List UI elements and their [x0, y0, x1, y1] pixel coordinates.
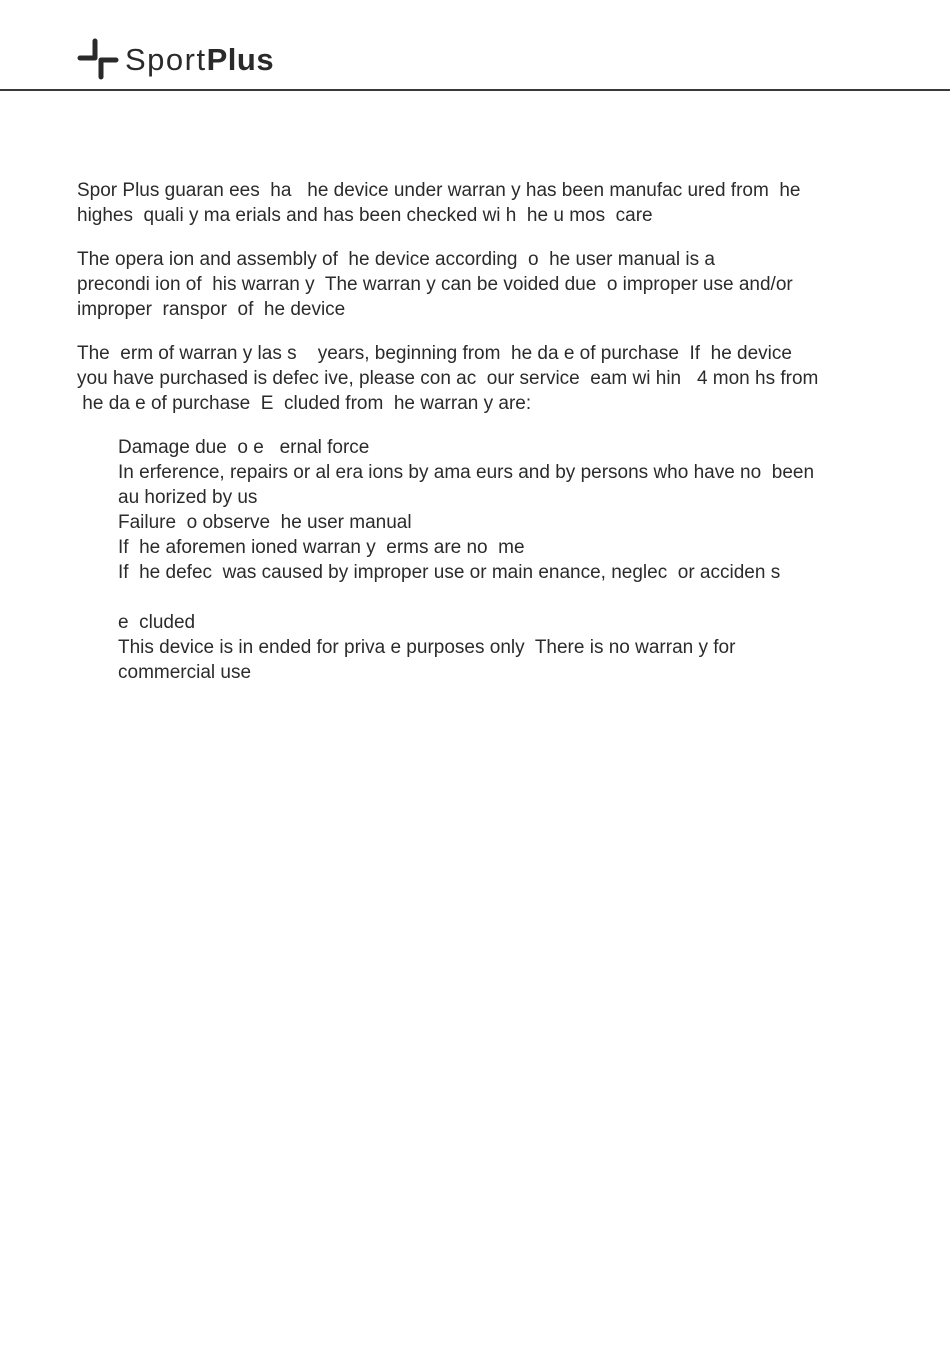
note-item: e cluded: [118, 612, 196, 633]
exclusions-list: [77, 435, 877, 685]
exclusion-item: Damage due o e ernal force: [118, 437, 370, 458]
exclusion-item: If he aforemen ioned warran y erms are no me: [118, 537, 525, 558]
note-item: This device is in ended for priva e purposes only There is no warran y for commercial use: [118, 637, 736, 683]
sportplus-cross-logo-icon: [77, 38, 119, 80]
brand-logo: [77, 38, 274, 80]
page-header: [0, 0, 950, 91]
brand-wordmark-bold: Plus: [206, 41, 275, 77]
exclusion-item: Failure o observe he user manual: [118, 512, 412, 533]
exclusion-item: If he defec was caused by improper use or main enance, neglec or acciden s: [118, 562, 781, 583]
warranty-paragraph-operation: The opera ion and assembly of he device according o he user manual is a precondi ion of his warran y The warran y can be voided due o improper use and/or improper ranspor of he device: [77, 249, 793, 320]
brand-wordmark-light: Sport: [125, 41, 207, 77]
exclusion-item: In erference, repairs or al era ions by ama eurs and by persons who have no been au horized by us: [118, 462, 815, 508]
brand-wordmark: [125, 41, 275, 77]
warranty-content: [77, 178, 877, 685]
warranty-paragraph-term: The erm of warran y las s years, beginning from he da e of purchase If he device you have purchased is defec ive, please con ac our service eam wi hin 4 mon hs from he da e of purchase E cluded from he warran y are:: [77, 343, 819, 414]
warranty-paragraph-guarantee: Spor Plus guaran ees ha he device under warran y has been manufac ured from he highes quali y ma erials and has been checked wi h he u mos care: [77, 180, 801, 226]
